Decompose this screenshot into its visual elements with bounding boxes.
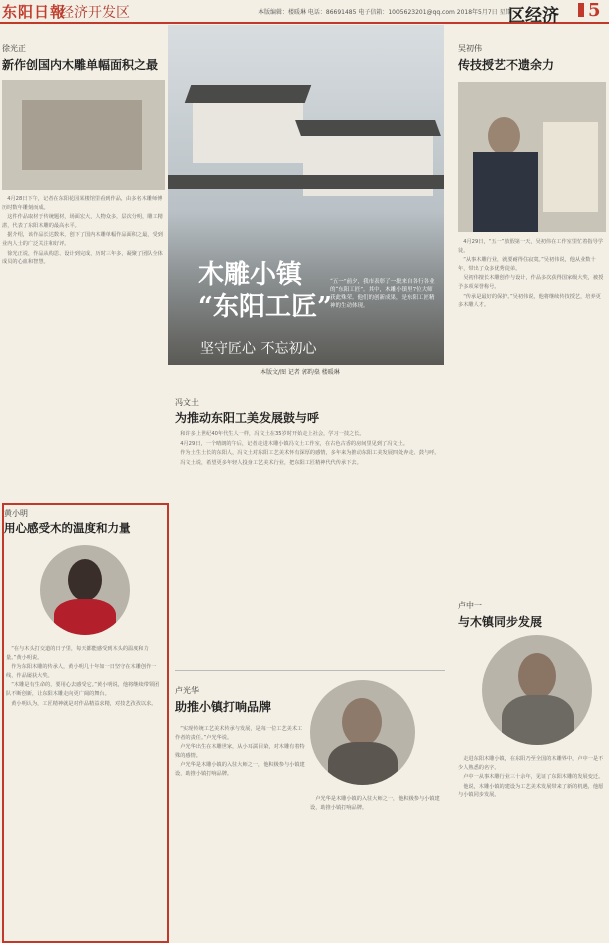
paragraph: 冯文土说，希望更多年轻人投身工艺美术行业，把东阳工匠精神代代传承下去。 — [180, 459, 362, 466]
portrait-photo — [482, 635, 592, 745]
right-bottom-body — [458, 755, 606, 939]
paragraph: “从事木雕行业，就要耐得住寂寞。”吴初伟说，他从业数十年，带出了众多优秀徒弟。 — [458, 257, 596, 272]
header-meta: 本版编辑：楼暖琳 电话：86691485 电子信箱：1005623201@qq.com 2018年5月7日 星期一 — [258, 9, 518, 16]
paragraph: 吴初伟擅长木雕创作与设计，作品多次获得国家级大奖，被授予多项荣誉称号。 — [458, 275, 604, 290]
red-box-body — [6, 645, 162, 935]
section-divider — [175, 670, 445, 671]
middle-headline: 为推动东阳工美发展鼓与呼 — [175, 411, 320, 425]
hero-subtitle: 坚守匠心 不忘初心 — [200, 341, 317, 357]
right-bottom-headline: 与木镇同步发展 — [458, 615, 543, 629]
paragraph: 卢光华是木雕小镇的入驻大师之一，他积极参与小镇建设，助推小镇打响品牌。 — [310, 796, 440, 811]
newspaper-brand: 东阳日報 — [2, 3, 67, 21]
paragraph: 黄小明认为，工匠精神就是对作品精益求精，对技艺孜孜以求。 — [11, 700, 157, 707]
paragraph: 卢中一从事木雕行业三十余年，见证了东阳木雕的发展变迁。 — [463, 774, 604, 781]
paragraph: 这件作品取材于传统题材，场面宏大，人物众多，层次分明，雕工精湛，代表了东阳木雕的最高水平。 — [2, 214, 163, 229]
left-top-headline: 新作创国内木雕单幅面积之最 — [2, 58, 159, 72]
portrait-photo — [310, 680, 415, 785]
middle-bottom-body-2 — [310, 795, 445, 940]
right-top-body — [458, 238, 606, 588]
middle-bottom-byline: 卢光华 — [175, 686, 199, 695]
paragraph: 和许多上世纪40年代生人一样，冯文土在35岁时开始走上社会，学习一技之长。 — [180, 431, 365, 437]
left-top-body — [2, 195, 165, 495]
section-banner: 经济开发区 — [60, 5, 130, 21]
page-number-marker — [578, 3, 584, 17]
right-top-byline: 吴初伟 — [458, 44, 482, 53]
hero-title-line1: 木雕小镇 — [198, 260, 303, 290]
portrait-photo — [40, 545, 130, 635]
paragraph: 4月29日，一个晴朗的午后，记者走进木雕小镇冯文土工作室，在古色古香的房间里见到了冯文土。 — [180, 440, 408, 447]
paragraph: 卢光华出生在木雕世家，从小耳濡目染，对木雕有着特殊的感情。 — [175, 744, 305, 759]
left-top-byline: 徐光正 — [2, 44, 26, 53]
paragraph: 走进东阳木雕小镇，在东阳乃至全国的木雕界中，卢中一是不少人熟悉的名字。 — [458, 756, 604, 771]
paragraph: 4月28日下午，记者在东阳花园某楼馆里看到作品，由多名木雕师傅历时数年雕刻而成。 — [2, 196, 163, 211]
middle-body — [175, 430, 445, 660]
red-box-byline: 黄小明 — [4, 509, 28, 518]
page-number: 5 — [588, 0, 601, 21]
paragraph: 据介绍，该作品长达数米，创下了国内木雕单幅作品面积之最，受到业内人士的广泛关注和好评。 — [2, 232, 163, 247]
right-bottom-byline: 卢中一 — [458, 601, 482, 610]
craftsman-photo — [458, 82, 606, 232]
hero-credit: 本版文/图 记者 郭昀燊 楼暖琳 — [260, 369, 340, 376]
paragraph: “实现传统工艺美术传承与发展，是每一位工艺美术工作者的责任。”卢光华说。 — [175, 726, 303, 741]
paragraph: “木雕是有生命的，要用心去感受它。”黄小明说，他将继续带领团队不断创新，让东阳木雕走向更广阔的舞台。 — [6, 682, 160, 697]
hero-title-line2: “东阳工匠” — [198, 292, 332, 322]
middle-byline: 冯文土 — [175, 398, 199, 407]
right-top-headline: 传技授艺不遗余力 — [458, 58, 555, 72]
red-box-headline: 用心感受木的温度和力量 — [4, 521, 131, 535]
paragraph: 作为东阳木雕的传承人，黄小明几十年如一日坚守在木雕创作一线，作品屡获大奖。 — [6, 664, 157, 679]
paragraph: 作为土生土长的东阳人，冯文土对东阳工艺美术怀有深厚的感情，多年来为推动东阳工美发展四处奔走、鼓与呼。 — [180, 450, 440, 457]
woodcarving-photo — [2, 80, 165, 190]
paragraph: 徐光正说，作品从构思、设计到完成，历时三年多，凝聚了团队全体成员的心血和智慧。 — [2, 250, 163, 266]
middle-bottom-body — [175, 725, 305, 940]
paragraph: “传承是最好的保护。”吴初伟说，他将继续传技授艺，培养更多木雕人才。 — [458, 293, 601, 309]
paragraph: 卢光华是木雕小镇的入驻大师之一，他积极参与小镇建设，助推小镇打响品牌。 — [175, 762, 305, 777]
paragraph: 4月29日，“五一”放假第一天，吴初伟在工作室里忙着指导学徒。 — [458, 239, 603, 254]
paragraph: 他说，木雕小镇的建设为工艺美术发展带来了新的机遇，他愿与小镇同步发展。 — [458, 783, 604, 799]
paragraph: “在与木头打交道的日子里，每天都能感受到木头的温度和力量。”黄小明说。 — [6, 646, 149, 661]
middle-bottom-headline: 助推小镇打响品牌 — [175, 700, 272, 714]
section-title: 区经济 — [508, 6, 559, 26]
hero-caption: “五一”前夕，我市表彰了一批来自各行各业的“东阳工匠”。其中，木雕小镇里7位大师获此殊荣。他们的创新成果，是东阳工匠精神的生动体现。 — [330, 279, 435, 309]
